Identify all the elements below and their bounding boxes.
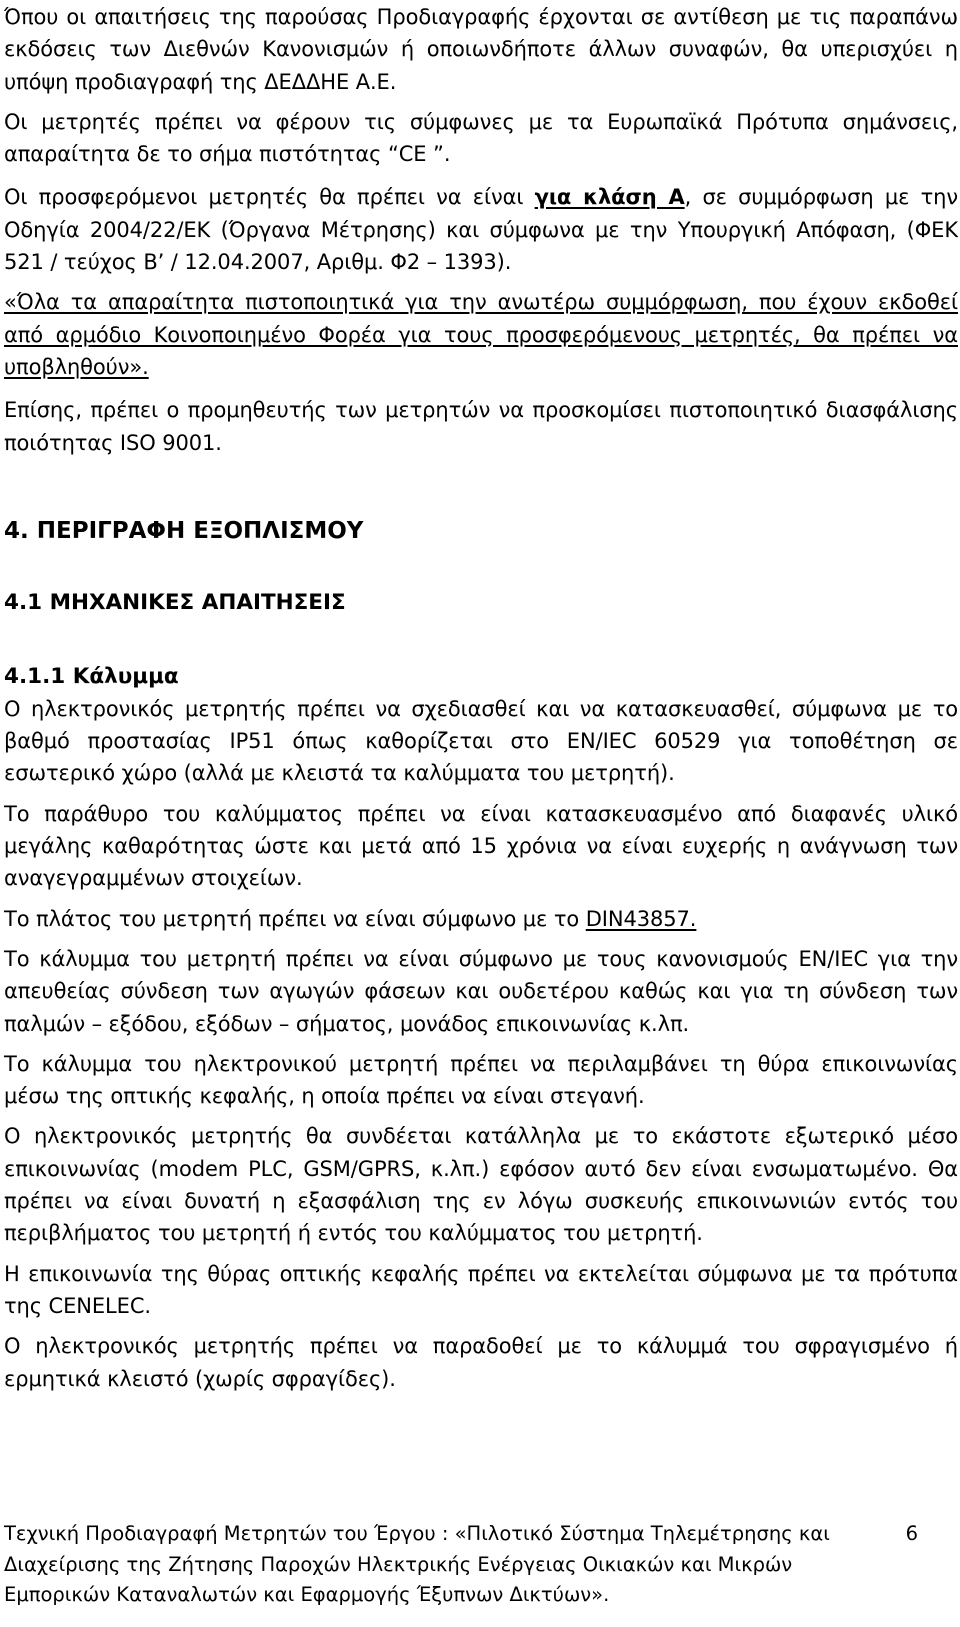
class-a-text-after: , σε συμμόρφωση με την Οδηγία 2004/22/ΕΚ (Όργανα Μέτρησης) και σύμφωνα με την Υπουργική Απόφαση, (ΦΕΚ 521 / τεύχος Β’ / 12.04.2007, Αριθμ. Φ2 – 1393). [4, 185, 958, 275]
paragraph-cover-window: Το παράθυρο του καλύμματος πρέπει να είναι κατασκευασμένο από διαφανές υλικό μεγάλης καθαρότητας ώστε και μετά από 15 χρόνια να είναι ευχερής η ανάγνωση των αναγεγραμμένων στοιχείων. [4, 801, 958, 891]
section-heading-equipment-description: 4. ΠΕΡΙΓΡΑΦΗ ΕΞΟΠΛΙΣΜΟΥ [4, 517, 364, 544]
page-number: 6 [905, 1522, 918, 1545]
subsubsection-heading-cover: 4.1.1 Κάλυμμα [4, 663, 179, 689]
paragraph-cenelec: Η επικοινωνία της θύρας οπτικής κεφαλής πρέπει να εκτελείται σύμφωνα με τα πρότυπα της CENELEC. [4, 1261, 958, 1318]
footer-project-title: Τεχνική Προδιαγραφή Μετρητών του Έργου : «Πιλοτικό Σύστημα Τηλεμέτρησης και Διαχείρισης της Ζήτησης Παροχών Ηλεκτρικής Ενέργειας Οικιακών και Μικρών Εμπορικών Καταναλωτών και Εφαρμογής Έξυπνων Δικτύων». [4, 1522, 830, 1606]
document-body [4, 0, 958, 1395]
paragraph-certificates: «Όλα τα απαραίτητα πιστοποιητικά για την ανωτέρω συμμόρφωση, που έχουν εκδοθεί από αρμόδιο Κοινοποιημένο Φορέα για τους προσφερόμενους μετρητές, θα πρέπει να υποβληθούν». [4, 290, 958, 379]
class-a-text-before: Οι προσφερόμενοι μετρητές θα πρέπει να είναι [4, 185, 535, 210]
paragraph-international-standards: Όπου οι απαιτήσεις της παρούσας Προδιαγραφής έρχονται σε αντίθεση με τις παραπάνω εκδόσεις των Διεθνών Κανονισμών ή οποιωνδήποτε άλλων συναφών, θα υπερισχύει η υπόψη προδιαγραφή της ΔΕΔΔΗΕ Α.Ε. [4, 5, 958, 94]
paragraph-ip51-protection: Ο ηλεκτρονικός μετρητής πρέπει να σχεδιασθεί και να κατασκευασθεί, σύμφωνα με το βαθμό προστασίας IP51 όπως καθορίζεται στο EN/IEC 60529 για τοποθέτηση σε εσωτερικό χώρο (αλλά με κλειστά τα καλύμματα του μετρητή). [4, 696, 958, 786]
paragraph-iso-9001: Επίσης, πρέπει ο προμηθευτής των μετρητών να προσκομίσει πιστοποιητικό διασφάλισης ποιότητας ISO 9001. [4, 398, 958, 455]
paragraph-sealed-cover: Ο ηλεκτρονικός μετρητής πρέπει να παραδοθεί με το κάλυμμά του σφραγισμένο ή ερμητικά κλειστό (χωρίς σφραγίδες). [4, 1334, 958, 1391]
page-footer [4, 1519, 944, 1611]
meter-width-text: Το πλάτος του μετρητή πρέπει να είναι σύμφωνο με το [4, 906, 586, 931]
paragraph-external-communication: Ο ηλεκτρονικός μετρητής θα συνδέεται κατάλληλα με το εκάστοτε εξωτερικό μέσο επικοινωνίας (modem PLC, GSM/GPRS, κ.λπ.) εφόσον αυτό δεν είναι ενσωματωμένο. Θα πρέπει να είναι δυνατή η εξασφάλιση της εν λόγω συσκευής επικοινωνιών εντός του περιβλήματος του μετρητή ή εντός του καλύμματος του μετρητή. [4, 1124, 958, 1246]
din43857-reference: DIN43857. [585, 906, 697, 931]
paragraph-en-iec-connection: Το κάλυμμα του μετρητή πρέπει να είναι σύμφωνο με τους κανονισμούς EN/IEC για την απευθείας σύνδεση των αγωγών φάσεων και ουδετέρου καθώς και για τη σύνδεση των παλμών – εξόδου, εξόδων – σήματος, μονάδος επικοινωνίας κ.λπ. [4, 946, 958, 1036]
paragraph-class-a-compliance [4, 181, 958, 278]
paragraph-meter-width [4, 903, 958, 935]
subsection-heading-mechanical-requirements: 4.1 ΜΗΧΑΝΙΚΕΣ ΑΠΑΙΤΗΣΕΙΣ [4, 589, 346, 615]
paragraph-optical-port: Το κάλυμμα του ηλεκτρονικού μετρητή πρέπει να περιλαμβάνει τη θύρα επικοινωνίας μέσω της οπτικής κεφαλής, η οποία πρέπει να είναι στεγανή. [4, 1051, 958, 1109]
class-a-emphasis: για κλάση Α [534, 185, 685, 210]
paragraph-ce-marking: Οι μετρητές πρέπει να φέρουν τις σύμφωνες με τα Ευρωπαϊκά Πρότυπα σημάνσεις, απαραίτητα δε το σήμα πιστότητας “CE ”. [4, 109, 958, 167]
